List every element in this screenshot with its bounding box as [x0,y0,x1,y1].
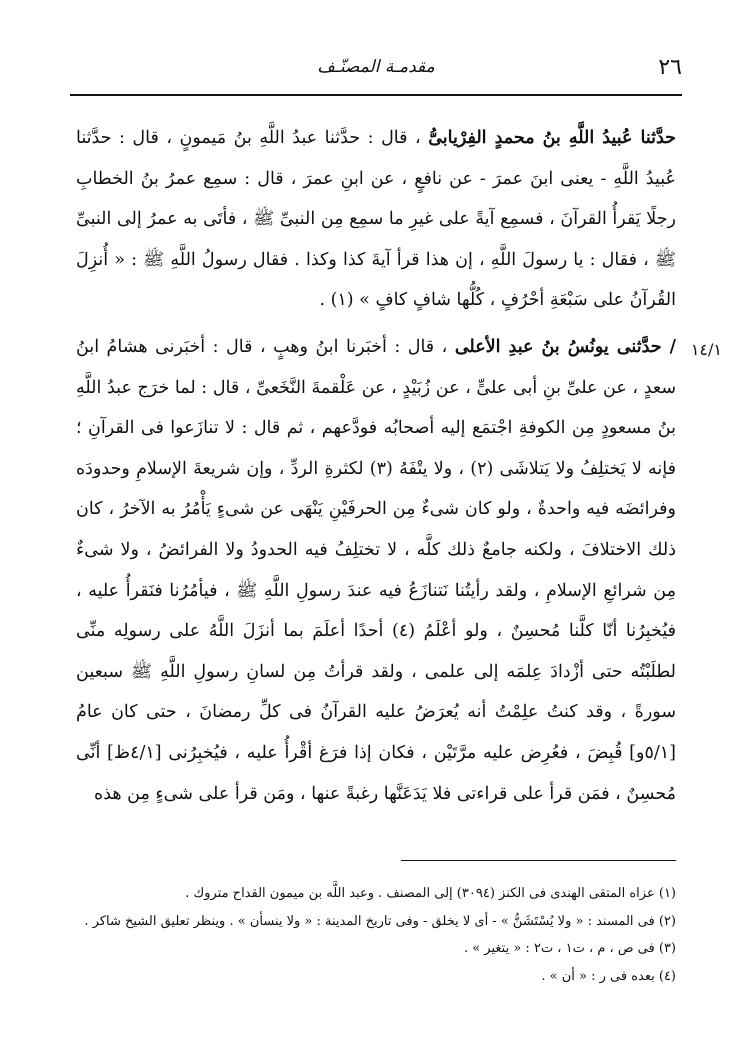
paragraph-hadith-2 [76,327,676,814]
paragraph-text: ، قال : أخبَرنا ابنُ وهبٍ ، قال : أخبَرنى هشامُ ابنُ سعدٍ ، عن علىِّ بنِ أبى علىٍّ ، عن زُبَيْدٍ ، عن عَلْقمةَ النَّخَعىِّ ، قال : لما خرَج عبدُ اللَّهِ بنُ مسعودٍ مِن الكوفةِ اجْتمَع إليه أصحابُه فودَّعهم ، ثم قال : لا تنازَعوا فى القرآنِ ؛ فإنه لا يَختلِفُ ولا يَتلاشَى (٢) ، ولا يتْفَهُ (٣) لكثرةِ الردِّ ، وإن شريعةَ الإسلامِ وحدودَه وفرائضَه فيه واحدةٌ ، ولو كان شىءٌ مِن الحرفَيْنِ يَنْهَى عن شىءٍ يَأْمُرُ به الآخرُ ، كان ذلك الاختلافَ ، ولكنه جامعٌ ذلك كلَّه ، لا تختلِفُ فيه الحدودُ ولا الفرائضُ ، ولا شىءٌ مِن شرائعِ الإسلامِ ، ولقد رأيتُنا نَتنازَعُ فيه عندَ رسولِ اللَّهِ ﷺ ، فيأمُرُنا فنَقرأُ عليه ، فيُخبِرُنا أنّا كلَّنا مُحسِنٌ ، ولو أعْلَمُ (٤) أحدًا أعلَمَ بما أنزَلَ اللَّهُ على رسولِه منِّى لطلَبْتُه حتى أزْدادَ عِلمَه إلى علمى ، ولقد قرأتُ مِن لسانِ رسولِ اللَّهِ ﷺ سبعين سورةً ، وقد كنتُ علِمْتُ أنه يُعرَضُ عليه القرآنُ فى كلِّ رمضانَ ، حتى كان عامُ [٥/١و] قُبِضَ ، فعُرِض عليه مرَّتَيْن ، فكان إذا فرَغ أقْرأُ عليه ، فيُخبِرُنى [٤/١ظ] أنِّى مُحسِنٌ ، فمَن قرأ على قراءتى فلا يَدَعَنَّها رغبةً عنها ، ومَن قرأ على شىءٍ مِن هذه [76,336,677,804]
main-text [76,118,676,814]
page-header [70,55,682,83]
header-rule [70,94,682,96]
page-number: ٢٦ [658,55,682,80]
isnad-lead: حدَّثنا عُبيدُ اللَّهِ بنُ محمدٍ الفِرْيابىُّ [428,128,676,148]
paragraph-hadith-1 [76,118,676,321]
footnote-divider [401,860,676,861]
margin-reference: ١٤/١ [690,340,722,359]
running-title: مقدمـة المصنّـف [317,57,435,77]
footnote: (٣) فى ص ، م ، ت١ ، ت٢ : « يتغير » . [463,941,676,956]
isnad-lead: / حدَّثنى يونُسُ بنُ عبدِ الأعلى [454,336,676,357]
paragraph-text: ، قال : حدَّثنا عبدُ اللَّهِ بنُ مَيمونٍ ، قال : حدَّثنا عُبيدُ اللَّهِ - يعنى ابنَ عمرَ - عن نافعٍ ، عن ابنِ عمرَ ، قال : سمِع عمرُ بنُ الخطابِ رجلًا يَقرأُ القرآنَ ، فسمِع آيةً على غيرِ ما سمِع مِن النبىِّ ﷺ ، فأتَى به عمرُ إلى النبىِّ ﷺ ، فقال : يا رسولَ اللَّهِ ، إن هذا قرأ آيةَ كذا وكذا . فقال رسولُ اللَّهِ ﷺ : « أُنزِلَ القُرآنُ على سَبْعَةِ أحْرُفٍ ، كُلُّها شافٍ كافٍ » (١) . [76,128,676,311]
footnotes [76,880,676,990]
footnote: (١) عزاه المتقى الهندى فى الكنز (٣٠٩٤) إلى المصنف . وعبد اللَّه بن ميمون القداح متروك . [185,886,676,901]
footnote: (٢) فى المسند : « ولا يُسْتَشَنُّ » - أى لا يخلق - وفى تاريخ المدينة : « ولا ينسأن » . وينظر تعليق الشيخ شاكر . [84,913,676,929]
footnote: (٤) بعده فى ر : « أن » . [541,968,676,984]
